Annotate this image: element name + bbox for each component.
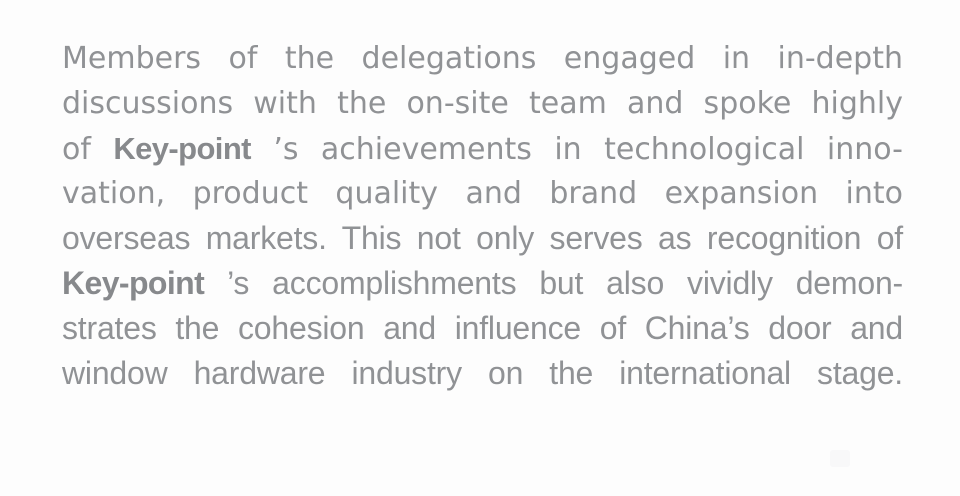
brand-wordmark: Key-point <box>113 131 251 166</box>
paragraph-line <box>62 261 903 306</box>
line-text: ’s accomplishments but also vividly demon- <box>204 265 903 301</box>
paragraph-line <box>62 306 903 351</box>
brand-wordmark: Key-point <box>62 265 205 301</box>
line-text: overseas markets. This not only serves as recognition of <box>62 220 903 256</box>
scan-smudge <box>830 450 850 467</box>
line-text: vation, product quality and brand expansion into <box>62 176 903 211</box>
line-text: strates the cohesion and influence of China’s door and <box>62 310 903 346</box>
paragraph-line <box>62 171 903 216</box>
line-text: ’s achievements in technological inno- <box>250 132 903 167</box>
paragraph-line <box>62 351 903 396</box>
paragraph-line <box>62 36 903 81</box>
line-text: Members of the delegations engaged in in-depth <box>62 41 903 76</box>
paragraph-line <box>62 216 903 261</box>
line-text: discussions with the on-site team and spoke highly <box>62 86 903 121</box>
paragraph <box>62 36 903 396</box>
paragraph-line <box>62 81 903 126</box>
line-text: window hardware industry on the international stage. <box>62 355 903 391</box>
paragraph-line <box>62 126 903 171</box>
line-text: of <box>62 132 114 167</box>
